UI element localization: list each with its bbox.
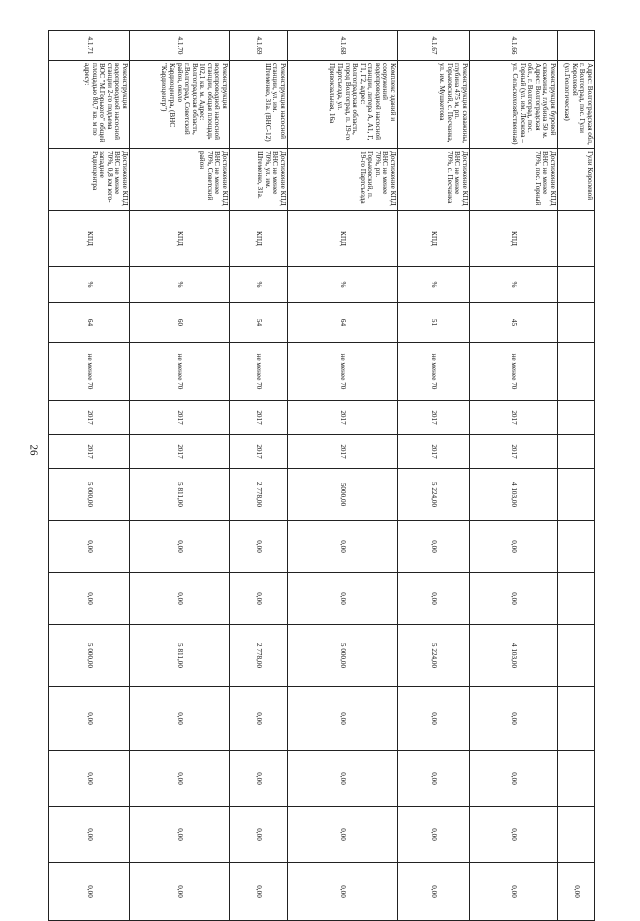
cell-year-start: 2017	[230, 401, 288, 435]
cell-target: не менее 70	[288, 343, 398, 401]
cell-year-end	[558, 435, 595, 469]
cell-c6: 0,00	[49, 807, 130, 863]
cell-c7: 0,00	[230, 863, 288, 921]
cell-indicator	[558, 211, 595, 267]
cell-base: 51	[398, 303, 470, 343]
cell-year-start	[558, 401, 595, 435]
cell-id	[558, 31, 595, 61]
cell-c4: 0,00	[470, 687, 558, 751]
cell-c7: 0,00	[398, 863, 470, 921]
cell-c6: 0,00	[230, 807, 288, 863]
cell-unit: %	[288, 267, 398, 303]
cell-indicator: КПД	[230, 211, 288, 267]
cell-unit: %	[49, 267, 130, 303]
cell-goal: Достижение КПД ВНС не менее 70%, рп. Горьковский, п. 19-го Партсъезда	[288, 149, 398, 211]
cell-total: 5 000,00	[49, 469, 130, 521]
cell-year-end: 2017	[288, 435, 398, 469]
cell-c3	[558, 625, 595, 687]
cell-c2	[558, 573, 595, 625]
cell-id: 4.1.68	[288, 31, 398, 61]
cell-target: не менее 70	[230, 343, 288, 401]
cell-total: 5 224,00	[398, 469, 470, 521]
table-row	[470, 31, 558, 921]
cell-total: 4 103,00	[470, 469, 558, 521]
cell-c5: 0,00	[470, 751, 558, 807]
cell-goal: Достижение КПД ВНС не менее 70%, Советский район	[130, 149, 230, 211]
cell-year-end: 2017	[130, 435, 230, 469]
cell-c1: 0,00	[288, 521, 398, 573]
table-row	[49, 31, 130, 921]
cell-indicator: КПД	[288, 211, 398, 267]
cell-id: 4.1.69	[230, 31, 288, 61]
cell-total: 5000,00	[288, 469, 398, 521]
cell-id: 4.1.67	[398, 31, 470, 61]
cell-year-end: 2017	[49, 435, 130, 469]
cell-unit: %	[398, 267, 470, 303]
cell-c3: 5 224,00	[398, 625, 470, 687]
cell-c2: 0,00	[288, 573, 398, 625]
cell-goal: Достижение КПД ВНС не менее 70%, пос. Горный	[470, 149, 558, 211]
cell-c6	[558, 807, 595, 863]
cell-name: Реконструкция насосной станции, ул. им. Штеменко, 31а. (ВНС-12)	[230, 61, 288, 149]
cell-total: 2 778,00	[230, 469, 288, 521]
table-row	[398, 31, 470, 921]
cell-c2: 0,00	[49, 573, 130, 625]
cell-unit: %	[130, 267, 230, 303]
cell-c4: 0,00	[398, 687, 470, 751]
cell-unit	[558, 267, 595, 303]
cell-c4: 0,00	[230, 687, 288, 751]
cell-c1	[558, 521, 595, 573]
cell-name: Адрес: Волгоградская обл, г. Волгоград, пос. Гули Королевой (ул.Геологическая)	[558, 61, 595, 149]
cell-c2: 0,00	[230, 573, 288, 625]
cell-base	[558, 303, 595, 343]
cell-c4: 0,00	[49, 687, 130, 751]
cell-c6: 0,00	[398, 807, 470, 863]
cell-c5: 0,00	[288, 751, 398, 807]
cell-c4: 0,00	[130, 687, 230, 751]
cell-target: не менее 70	[130, 343, 230, 401]
cell-c6: 0,00	[130, 807, 230, 863]
cell-c3: 4 103,00	[470, 625, 558, 687]
cell-indicator: КПД	[398, 211, 470, 267]
rotated-table	[52, 30, 595, 898]
cell-name: Комплекс зданий и сооружений водопроводной насосной станции, литера А, А1, Г, Г1, Г2, адрес: Волгоградская область, город Волгоград, п. 19-го Партсъезда, ул. Привокзальная, 16а	[288, 61, 398, 149]
cell-year-start: 2017	[288, 401, 398, 435]
cell-name: Реконструкция водопроводной насосной станции, общая площадь 102,1 кв. м. Адрес: Волгоградская область, г.Волгоград, Советский район, около Кардиоцентра, (ВНС "Кардиоцентр")	[130, 61, 230, 149]
cell-year-end: 2017	[470, 435, 558, 469]
cell-c3: 5 000,00	[288, 625, 398, 687]
cell-c5: 0,00	[130, 751, 230, 807]
cell-base: 54	[230, 303, 288, 343]
cell-year-start: 2017	[398, 401, 470, 435]
cell-c2: 0,00	[470, 573, 558, 625]
cell-indicator: КПД	[470, 211, 558, 267]
cell-name: Реконструкция водопроводной насосной станции 2-го подъема ВОС "М.Горького" общей площадью 80,7 кв. м по адресу:	[49, 61, 130, 149]
cell-id: 4.1.66	[470, 31, 558, 61]
cell-c5: 0,00	[49, 751, 130, 807]
table-row	[230, 31, 288, 921]
cell-c7: 0,00	[470, 863, 558, 921]
cell-goal: Достижение КПД ВНС не менее 70%, ул. им. Штеменко, 31а.	[230, 149, 288, 211]
cell-year-end: 2017	[230, 435, 288, 469]
cell-c1: 0,00	[130, 521, 230, 573]
cell-year-start: 2017	[470, 401, 558, 435]
cell-c3: 5 000,00	[49, 625, 130, 687]
cell-base: 64	[49, 303, 130, 343]
cell-c1: 0,00	[398, 521, 470, 573]
cell-year-end: 2017	[398, 435, 470, 469]
cell-c6: 0,00	[470, 807, 558, 863]
cell-unit: %	[470, 267, 558, 303]
cell-total	[558, 469, 595, 521]
cell-c1: 0,00	[49, 521, 130, 573]
cell-total: 5 811,00	[130, 469, 230, 521]
cell-c1: 0,00	[230, 521, 288, 573]
table-row	[288, 31, 398, 921]
cell-base: 45	[470, 303, 558, 343]
cell-unit: %	[230, 267, 288, 303]
cell-goal: Достижение КПД ВНС не менее 70%, 0,8 км юго-западнее Радиоцентра	[49, 149, 130, 211]
cell-target	[558, 343, 595, 401]
cell-c7: 0,00	[288, 863, 398, 921]
cell-name: Реконструкция скважины, глубина 475 м, рп. Горьковский, с. Песчанка, ул. им. Мушкетова	[398, 61, 470, 149]
cell-indicator: КПД	[130, 211, 230, 267]
cell-c5	[558, 751, 595, 807]
cell-goal: Достижение КПД ВНС не менее 70%, с. Песчанка	[398, 149, 470, 211]
cell-year-start: 2017	[130, 401, 230, 435]
cell-id: 4.1.70	[130, 31, 230, 61]
cell-c4	[558, 687, 595, 751]
cell-name: Реконструкция буровой скважины, глубина 50 м. Адрес: Волгоградская обл., г. Волгоград, пос. Горный (ул. им. Лескова – ул. Сельскохозяйственная)	[470, 61, 558, 149]
cell-c7: 0,00	[558, 863, 595, 921]
cell-c5: 0,00	[230, 751, 288, 807]
table-row	[558, 31, 595, 921]
document-table-container	[52, 30, 595, 898]
cell-c2: 0,00	[130, 573, 230, 625]
cell-base: 64	[288, 303, 398, 343]
cell-c3: 5 811,00	[130, 625, 230, 687]
investment-program-table	[48, 30, 595, 921]
page-number: 26	[27, 444, 40, 456]
cell-target: не менее 70	[398, 343, 470, 401]
cell-c1: 0,00	[470, 521, 558, 573]
cell-c2: 0,00	[398, 573, 470, 625]
cell-goal: Гули Королевой	[558, 149, 595, 211]
cell-c7: 0,00	[130, 863, 230, 921]
cell-year-start: 2017	[49, 401, 130, 435]
cell-c4: 0,00	[288, 687, 398, 751]
cell-c7: 0,00	[49, 863, 130, 921]
cell-c3: 2 778,00	[230, 625, 288, 687]
table-row	[130, 31, 230, 921]
cell-target: не менее 70	[49, 343, 130, 401]
cell-c5: 0,00	[398, 751, 470, 807]
cell-base: 60	[130, 303, 230, 343]
cell-c6: 0,00	[288, 807, 398, 863]
cell-id: 4.1.71	[49, 31, 130, 61]
cell-indicator: КПД	[49, 211, 130, 267]
cell-target: не менее 70	[470, 343, 558, 401]
